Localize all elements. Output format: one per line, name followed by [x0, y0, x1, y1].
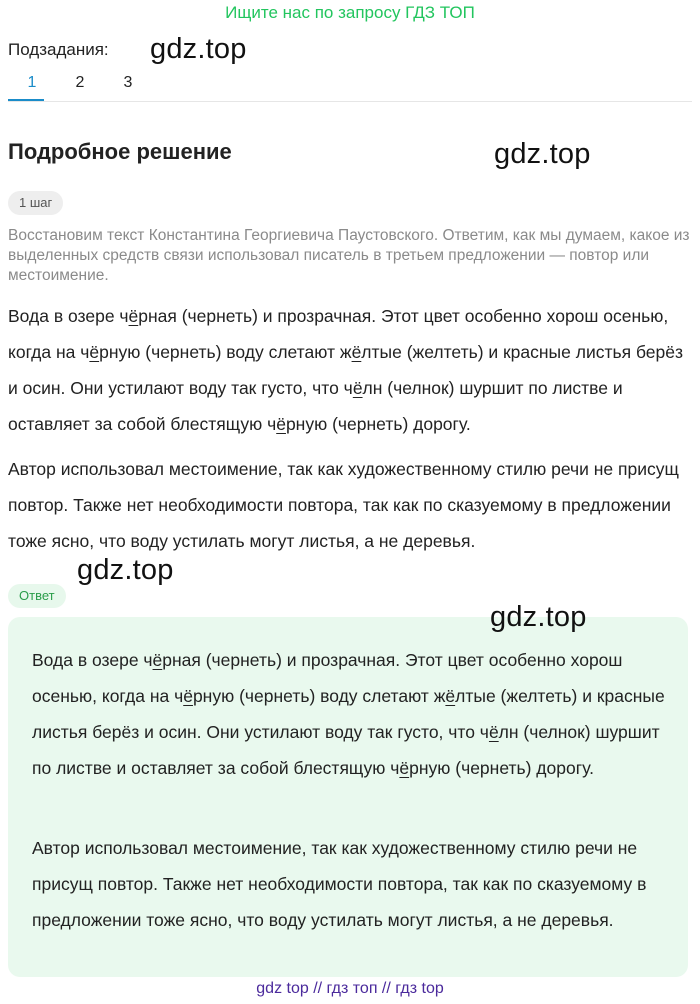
tab-subtask-1[interactable]: 1: [27, 74, 37, 91]
text-segment: лтые (желтеть) и красные листья берёз и осин. Они устилают воду так густо, что ч: [32, 686, 665, 742]
text-segment: рная (чернеть) и прозрачная. Этот цвет особенно хорош осенью, когда на ч: [32, 650, 623, 706]
solution-paragraph-1: [8, 298, 692, 442]
stressed-letter: ё: [152, 650, 163, 670]
promo-banner[interactable]: Ищите нас по запросу ГДЗ ТОП: [225, 3, 475, 22]
solution-paragraph-2: Автор использовал местоимение, так как художественному стилю речи не присущ повтор. Также нет необходимости повтора, так как по сказуемому в предложении тоже ясно, что воду устилать могут листья, а не деревья.: [8, 459, 679, 551]
answer-paragraph-2: Автор использовал местоимение, так как художественному стилю речи не присущ повтор. Также нет необходимости повтора, так как по сказуемому в предложении тоже ясно, что воду устилать могут листья, а не деревья.: [32, 838, 647, 930]
watermark: gdz.top: [494, 138, 591, 170]
footer-links[interactable]: gdz top // гдз топ // гдз top: [256, 980, 444, 997]
text-segment: лтые (желтеть) и красные листья берёз и осин. Они устилают воду так густо, что ч: [8, 342, 683, 398]
stressed-letter: ё: [276, 414, 286, 434]
solution-title: Подробное решение: [8, 139, 232, 164]
stressed-letter: ё: [488, 722, 499, 742]
stressed-letter: ё: [352, 378, 363, 398]
text-segment: рную (чернеть) дорогу.: [285, 414, 471, 434]
stressed-letter: ё: [399, 758, 410, 778]
stressed-letter: ё: [351, 342, 362, 362]
tab-subtask-2[interactable]: 2: [75, 74, 85, 91]
watermark: gdz.top: [150, 33, 247, 65]
stressed-letter: ё: [89, 342, 100, 362]
subtasks-label: Подзадания:: [8, 40, 109, 59]
text-segment: рную (чернеть) воду слетают ж: [99, 342, 352, 362]
text-segment: лн (челнок) шуршит по листве и оставляет за собой блестящую ч: [8, 378, 623, 434]
answer-paragraph-1: [32, 642, 672, 786]
stressed-letter: ё: [128, 306, 139, 326]
subtask-tabs: [8, 72, 152, 98]
text-segment: рная (чернеть) и прозрачная. Этот цвет особенно хорош осенью, когда на ч: [8, 306, 669, 362]
tabs-divider: [8, 101, 692, 102]
stressed-letter: ё: [445, 686, 456, 706]
watermark: gdz.top: [77, 554, 174, 586]
text-segment: Вода в озере ч: [32, 650, 153, 670]
text-segment: рную (чернеть) воду слетают ж: [192, 686, 446, 706]
text-segment: лн (челнок) шуршит по листве и оставляет за собой блестящую ч: [32, 722, 660, 778]
step-badge: 1 шаг: [8, 191, 63, 215]
stressed-letter: ё: [183, 686, 193, 706]
text-segment: рную (чернеть) дорогу.: [409, 758, 594, 778]
text-segment: Вода в озере ч: [8, 306, 129, 326]
answer-badge: Ответ: [8, 584, 66, 608]
solution-intro: Восстановим текст Константина Георгиевича Паустовского. Ответим, как мы думаем, какое из выделенных средств связи использовал писатель в третьем предложении — повтор или местоимение.: [8, 227, 690, 284]
tab-subtask-3[interactable]: 3: [123, 74, 133, 91]
watermark: gdz.top: [490, 601, 587, 633]
